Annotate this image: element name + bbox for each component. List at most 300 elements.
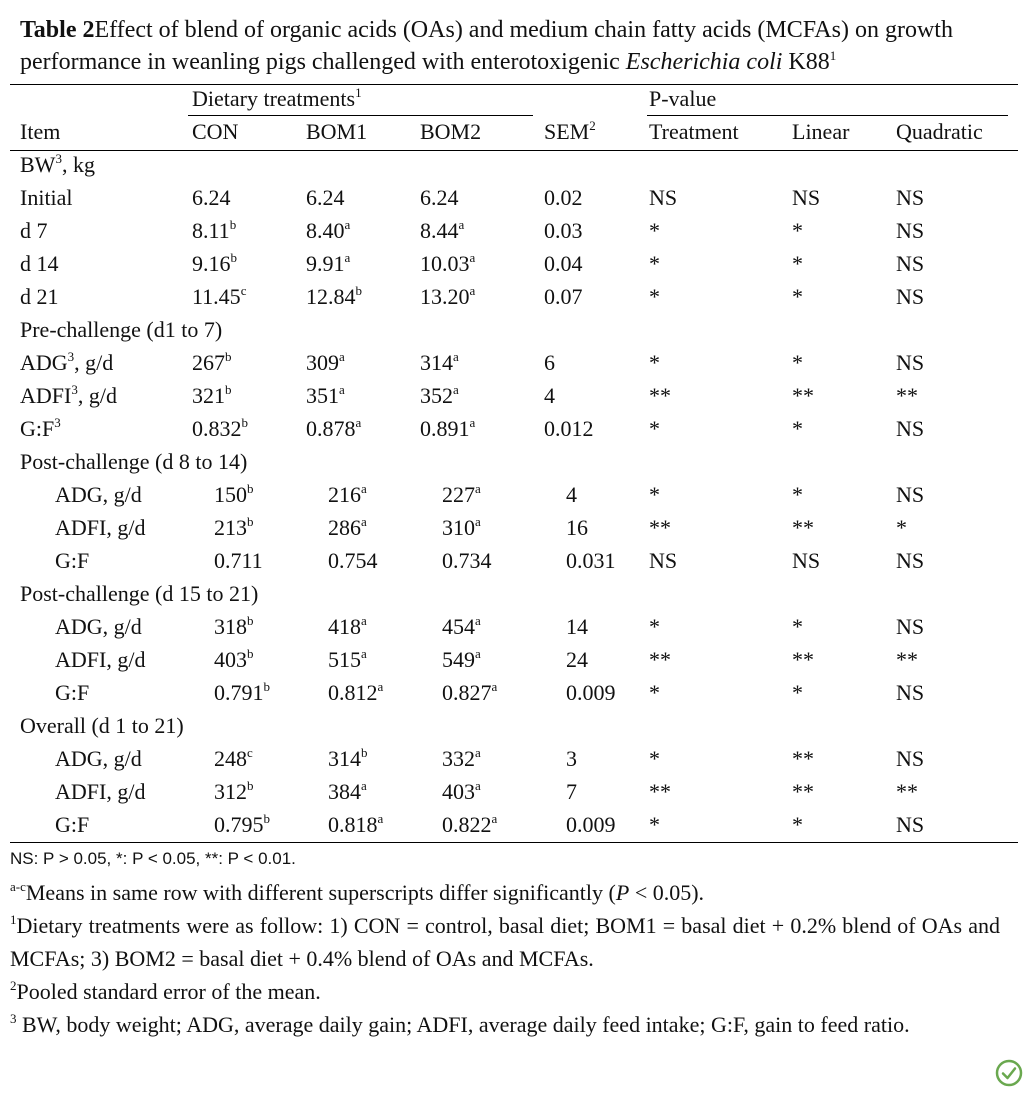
row-quadratic — [896, 249, 924, 279]
row-con-value: 0.832 — [192, 416, 242, 441]
row-bom2 — [442, 810, 497, 840]
row-con — [214, 612, 254, 642]
row-bom2-sup: a — [453, 382, 459, 397]
row-bom2-value: 13.20 — [420, 284, 470, 309]
row-treatment-value: * — [649, 350, 660, 375]
row-sem-value: 0.02 — [544, 185, 583, 210]
row-treatment — [649, 777, 671, 807]
caption-label: Table 2 — [20, 17, 95, 43]
row-item — [20, 414, 61, 444]
row-linear — [792, 414, 803, 444]
row-sem-value: 0.012 — [544, 416, 594, 441]
row-bom1-value: 6.24 — [306, 185, 345, 210]
row-quadratic-value: * — [896, 515, 907, 540]
row-bom1 — [306, 216, 350, 246]
row-treatment — [649, 414, 660, 444]
row-con-value: 312 — [214, 779, 247, 804]
row-treatment-value: NS — [649, 548, 678, 573]
row-bom1 — [328, 513, 367, 543]
row-item-sup: 3 — [67, 349, 75, 364]
row-bom2-sup: a — [469, 250, 476, 265]
caption-text: Effect of blend of organic acids (OAs) and medium chain fatty acids (MCFAs) on growth performance in weanling pigs challenged with enterotoxigenic — [20, 17, 953, 75]
row-con-value: 8.11 — [192, 218, 230, 243]
row-bom2 — [442, 612, 481, 642]
row-quadratic-value: NS — [896, 218, 925, 243]
row-bom2-sup: a — [491, 811, 498, 826]
footnote-means-mark: a-c — [10, 879, 26, 894]
row-bom2 — [442, 777, 481, 807]
row-bom1-value: 0.812 — [328, 680, 378, 705]
row-quadratic — [896, 348, 924, 378]
row-bom2-value: 0.734 — [442, 548, 492, 573]
row-bom2 — [420, 183, 459, 213]
row-bom1-value: 309 — [306, 350, 339, 375]
row-sem — [566, 810, 616, 840]
row-item-label: BW — [20, 152, 56, 177]
row-item-label: d 21 — [20, 284, 59, 309]
row-con — [192, 348, 232, 378]
row-item-sup: 3 — [54, 415, 61, 430]
footnote-3 — [10, 1008, 1000, 1041]
row-bom2-sup: a — [453, 349, 459, 364]
row-item — [55, 513, 145, 543]
row-item-label: G:F — [55, 812, 90, 837]
row-linear — [792, 744, 814, 774]
table-bottom-rule — [10, 842, 1018, 843]
row-bom1-sup: a — [339, 382, 345, 397]
footnote-2 — [10, 975, 1000, 1008]
row-con-value: 403 — [214, 647, 247, 672]
row-con — [192, 282, 246, 312]
row-treatment — [649, 216, 660, 246]
row-bom1-sup: a — [361, 613, 367, 628]
row-sem — [566, 513, 588, 543]
row-quadratic-value: NS — [896, 482, 925, 507]
row-item-label: Overall (d 1 to 21) — [20, 713, 184, 738]
row-quadratic-value: NS — [896, 185, 925, 210]
row-item-unit: , g/d — [77, 383, 117, 408]
row-item — [55, 546, 89, 576]
row-bom2-value: 352 — [420, 383, 453, 408]
row-linear-value: * — [792, 812, 803, 837]
row-bom1-sup: a — [344, 250, 351, 265]
row-con-sup: b — [247, 514, 254, 529]
row-sem-value: 24 — [566, 647, 588, 672]
row-bom2-value: 310 — [442, 515, 475, 540]
footnote-means-p: P — [615, 880, 630, 905]
row-con — [214, 810, 270, 840]
row-con — [214, 645, 254, 675]
row-treatment-value: * — [649, 680, 660, 705]
row-con — [192, 414, 248, 444]
row-con — [192, 249, 237, 279]
row-con-value: 213 — [214, 515, 247, 540]
row-bom1-value: 418 — [328, 614, 361, 639]
row-quadratic-value: ** — [896, 779, 918, 804]
row-item-label: Post-challenge (d 8 to 14) — [20, 449, 248, 474]
header-item-label: Item — [20, 119, 61, 144]
row-item-label: G:F — [55, 548, 90, 573]
row-bom2-sup: a — [469, 415, 476, 430]
row-treatment — [649, 381, 671, 411]
row-linear-value: ** — [792, 779, 814, 804]
row-item-label: ADFI, g/d — [55, 779, 146, 804]
row-linear — [792, 216, 803, 246]
row-treatment — [649, 678, 660, 708]
row-con-value: 0.711 — [214, 548, 263, 573]
row-item-label: ADG, g/d — [55, 746, 142, 771]
table-page — [10, 14, 1018, 78]
row-bom1 — [328, 546, 378, 576]
row-con-sup: c — [247, 745, 253, 760]
row-con-value: 0.791 — [214, 680, 264, 705]
header-item — [20, 117, 60, 147]
row-con — [192, 183, 231, 213]
row-quadratic-value: NS — [896, 251, 925, 276]
row-bom1 — [328, 810, 383, 840]
row-linear — [792, 480, 803, 510]
row-con-sup: c — [240, 283, 247, 298]
row-bom2-sup: a — [475, 778, 481, 793]
row-treatment — [649, 249, 660, 279]
row-sem — [544, 249, 583, 279]
row-sem-value: 3 — [566, 746, 577, 771]
row-quadratic-value: NS — [896, 746, 925, 771]
row-con — [192, 216, 236, 246]
row-treatment-value: ** — [649, 383, 671, 408]
row-con-sup: b — [225, 349, 232, 364]
row-item-sup: 3 — [55, 151, 62, 166]
row-bom2 — [420, 216, 464, 246]
row-quadratic-value: NS — [896, 548, 925, 573]
row-linear-value: ** — [792, 647, 814, 672]
row-item-sup: 3 — [71, 382, 78, 397]
row-bom1-value: 515 — [328, 647, 361, 672]
table-caption — [10, 14, 1018, 78]
row-sem — [566, 480, 577, 510]
row-quadratic — [896, 216, 924, 246]
row-linear — [792, 612, 803, 642]
row-bom1 — [306, 249, 350, 279]
row-item — [20, 381, 117, 411]
row-con — [214, 744, 253, 774]
row-bom2-sup: a — [469, 283, 476, 298]
header-treatment-label: Treatment — [649, 119, 739, 144]
header-con — [192, 117, 238, 147]
row-quadratic — [896, 678, 924, 708]
row-bom1-sup: a — [361, 646, 367, 661]
row-item — [55, 744, 142, 774]
row-bom1-value: 9.91 — [306, 251, 345, 276]
row-item-label: G:F — [20, 416, 55, 441]
row-bom1 — [328, 678, 383, 708]
row-linear-value: * — [792, 482, 803, 507]
row-sem — [566, 612, 588, 642]
row-bom1-value: 12.84 — [306, 284, 356, 309]
row-sem-value: 4 — [566, 482, 577, 507]
row-sem-value: 0.03 — [544, 218, 583, 243]
header-bom2-label: BOM2 — [420, 119, 482, 144]
row-linear — [792, 183, 820, 213]
caption-organism: Escherichia coli — [625, 49, 783, 75]
row-bom1-sup: a — [344, 217, 351, 232]
row-con-sup: b — [247, 778, 254, 793]
dietary-underline — [188, 115, 533, 116]
row-linear — [792, 777, 814, 807]
row-quadratic — [896, 546, 924, 576]
row-item — [55, 480, 142, 510]
row-con-value: 318 — [214, 614, 247, 639]
row-treatment — [649, 513, 671, 543]
row-con-sup: b — [263, 811, 270, 826]
row-linear-value: * — [792, 614, 803, 639]
footnote-2-mark: 2 — [10, 978, 17, 993]
row-item — [20, 216, 48, 246]
header-pvalue-label: P-value — [649, 86, 717, 111]
row-quadratic-value: NS — [896, 416, 925, 441]
row-quadratic-value: NS — [896, 680, 925, 705]
row-item-label: Initial — [20, 185, 73, 210]
row-treatment — [649, 480, 660, 510]
row-bom1-sup: b — [361, 745, 368, 760]
caption-footnote-mark: 1 — [829, 48, 837, 63]
row-treatment-value: * — [649, 482, 660, 507]
row-sem — [566, 645, 588, 675]
row-bom2-sup: a — [475, 481, 481, 496]
row-bom2 — [420, 249, 475, 279]
row-linear — [792, 546, 820, 576]
header-sem-label: SEM — [544, 119, 590, 144]
row-bom2-value: 8.44 — [420, 218, 459, 243]
row-quadratic-value: ** — [896, 647, 918, 672]
row-bom2 — [442, 678, 497, 708]
row-linear-value: * — [792, 251, 803, 276]
row-bom2-value: 10.03 — [420, 251, 470, 276]
row-item-label: ADFI — [20, 383, 72, 408]
row-item — [20, 711, 184, 741]
row-bom1-value: 314 — [328, 746, 361, 771]
row-con-value: 150 — [214, 482, 247, 507]
row-sem — [566, 777, 577, 807]
row-bom2 — [420, 414, 475, 444]
row-item-label: ADG — [20, 350, 68, 375]
row-bom2-value: 314 — [420, 350, 453, 375]
row-bom2-sup: a — [458, 217, 465, 232]
row-quadratic — [896, 810, 924, 840]
row-bom2-sup: a — [475, 514, 481, 529]
row-item-label: ADG, g/d — [55, 614, 142, 639]
row-bom1-sup: a — [377, 811, 384, 826]
row-item — [20, 150, 95, 180]
row-linear-value: ** — [792, 746, 814, 771]
row-bom1-value: 0.878 — [306, 416, 356, 441]
row-con-value: 321 — [192, 383, 225, 408]
row-item — [55, 678, 89, 708]
row-item-label: ADFI, g/d — [55, 515, 146, 540]
row-treatment — [649, 183, 677, 213]
row-bom2-sup: a — [491, 679, 498, 694]
row-item — [20, 282, 59, 312]
row-bom2 — [420, 282, 475, 312]
row-item-label: d 7 — [20, 218, 48, 243]
row-item — [55, 645, 145, 675]
row-con-value: 6.24 — [192, 185, 231, 210]
row-item-unit: , g/d — [74, 350, 114, 375]
row-bom2-value: 332 — [442, 746, 475, 771]
row-item — [20, 579, 258, 609]
row-bom2 — [442, 480, 481, 510]
row-bom1-value: 216 — [328, 482, 361, 507]
row-con — [214, 777, 254, 807]
row-con-sup: b — [263, 679, 270, 694]
row-con-sup: b — [247, 613, 254, 628]
row-quadratic — [896, 513, 907, 543]
header-dietary-treatments — [192, 84, 362, 114]
row-bom1-value: 286 — [328, 515, 361, 540]
row-sem — [566, 546, 616, 576]
row-sem-value: 6 — [544, 350, 555, 375]
row-bom2-value: 403 — [442, 779, 475, 804]
footnote-means-tail: < 0.05). — [629, 880, 705, 905]
row-bom1 — [328, 480, 367, 510]
row-linear-value: * — [792, 350, 803, 375]
header-sem-sup: 2 — [589, 118, 596, 133]
row-bom1-value: 384 — [328, 779, 361, 804]
row-con — [214, 513, 254, 543]
row-treatment-value: ** — [649, 779, 671, 804]
footnote-significance: NS: P > 0.05, *: P < 0.05, **: P < 0.01. — [10, 849, 296, 868]
row-linear — [792, 381, 814, 411]
row-linear-value: * — [792, 218, 803, 243]
row-bom1 — [306, 183, 345, 213]
row-linear-value: * — [792, 416, 803, 441]
row-con-value: 248 — [214, 746, 247, 771]
row-bom1 — [306, 348, 345, 378]
row-quadratic — [896, 744, 924, 774]
row-item — [55, 810, 89, 840]
row-item — [20, 348, 113, 378]
row-linear-value: * — [792, 680, 803, 705]
footnote-means-text: Means in same row with different superscripts differ significantly ( — [25, 880, 616, 905]
row-bom1-sup: a — [361, 481, 367, 496]
row-sem — [544, 348, 555, 378]
row-bom1-sup: a — [339, 349, 345, 364]
row-bom2 — [442, 645, 481, 675]
row-linear-value: ** — [792, 383, 814, 408]
row-con-value: 267 — [192, 350, 225, 375]
row-bom2 — [442, 744, 481, 774]
row-sem-value: 14 — [566, 614, 588, 639]
row-item-label: Post-challenge (d 15 to 21) — [20, 581, 259, 606]
row-linear-value: NS — [792, 548, 821, 573]
row-item — [55, 612, 142, 642]
row-linear — [792, 678, 803, 708]
row-bom2-value: 0.891 — [420, 416, 470, 441]
row-treatment-value: ** — [649, 515, 671, 540]
header-quadratic — [896, 117, 983, 147]
row-bom2-value: 454 — [442, 614, 475, 639]
header-bottom-rule — [10, 150, 1018, 151]
row-bom1 — [306, 381, 345, 411]
row-sem — [544, 216, 583, 246]
row-treatment-value: * — [649, 614, 660, 639]
row-quadratic — [896, 183, 924, 213]
row-treatment-value: * — [649, 746, 660, 771]
row-treatment-value: * — [649, 416, 660, 441]
row-con-sup: b — [230, 250, 237, 265]
row-bom1 — [306, 282, 362, 312]
row-treatment — [649, 282, 660, 312]
row-quadratic — [896, 282, 924, 312]
row-con — [214, 480, 254, 510]
row-bom2-value: 227 — [442, 482, 475, 507]
header-treatment — [649, 117, 739, 147]
row-treatment — [649, 645, 671, 675]
row-sem-value: 0.04 — [544, 251, 583, 276]
row-treatment-value: ** — [649, 647, 671, 672]
row-linear — [792, 513, 814, 543]
row-bom1-value: 0.754 — [328, 548, 378, 573]
row-bom2-sup: a — [475, 646, 481, 661]
row-treatment — [649, 546, 677, 576]
header-dietary-sup: 1 — [355, 85, 362, 100]
row-con — [192, 381, 232, 411]
row-bom2-sup: a — [475, 613, 481, 628]
row-treatment-value: * — [649, 218, 660, 243]
header-linear — [792, 117, 849, 147]
row-treatment-value: * — [649, 251, 660, 276]
row-bom1-sup: a — [377, 679, 384, 694]
footnote-1-text: Dietary treatments were as follow: 1) CON = control, basal diet; BOM1 = basal diet + 0.2% blend of OAs and MCFAs; 3) BOM2 = basal diet + 0.4% blend of OAs and MCFAs. — [10, 913, 1000, 971]
header-quadratic-label: Quadratic — [896, 119, 983, 144]
row-sem — [566, 678, 616, 708]
row-sem — [544, 414, 594, 444]
row-sem — [544, 183, 583, 213]
row-item-label: G:F — [55, 680, 90, 705]
row-linear — [792, 810, 803, 840]
row-quadratic — [896, 381, 918, 411]
row-item — [55, 777, 145, 807]
row-sem-value: 0.07 — [544, 284, 583, 309]
row-item-unit: , kg — [61, 152, 95, 177]
footnote-3-mark: 3 — [10, 1011, 17, 1026]
row-sem-value: 0.031 — [566, 548, 616, 573]
row-bom1-sup: b — [355, 283, 362, 298]
row-quadratic — [896, 414, 924, 444]
row-quadratic — [896, 645, 918, 675]
row-treatment — [649, 810, 660, 840]
row-con-sup: b — [225, 382, 232, 397]
row-quadratic-value: NS — [896, 284, 925, 309]
row-bom2-sup: a — [475, 745, 481, 760]
row-treatment-value: * — [649, 284, 660, 309]
row-treatment — [649, 744, 660, 774]
row-con — [214, 678, 270, 708]
row-linear-value: ** — [792, 515, 814, 540]
row-con — [214, 546, 263, 576]
row-sem-value: 16 — [566, 515, 588, 540]
row-quadratic — [896, 777, 918, 807]
footnote-1-mark: 1 — [10, 912, 17, 927]
row-bom2-value: 6.24 — [420, 185, 459, 210]
row-bom2 — [420, 348, 459, 378]
row-treatment — [649, 348, 660, 378]
row-quadratic-value: NS — [896, 614, 925, 639]
row-bom1-value: 8.40 — [306, 218, 345, 243]
row-treatment-value: NS — [649, 185, 678, 210]
row-bom1-value: 351 — [306, 383, 339, 408]
row-bom1 — [328, 645, 367, 675]
